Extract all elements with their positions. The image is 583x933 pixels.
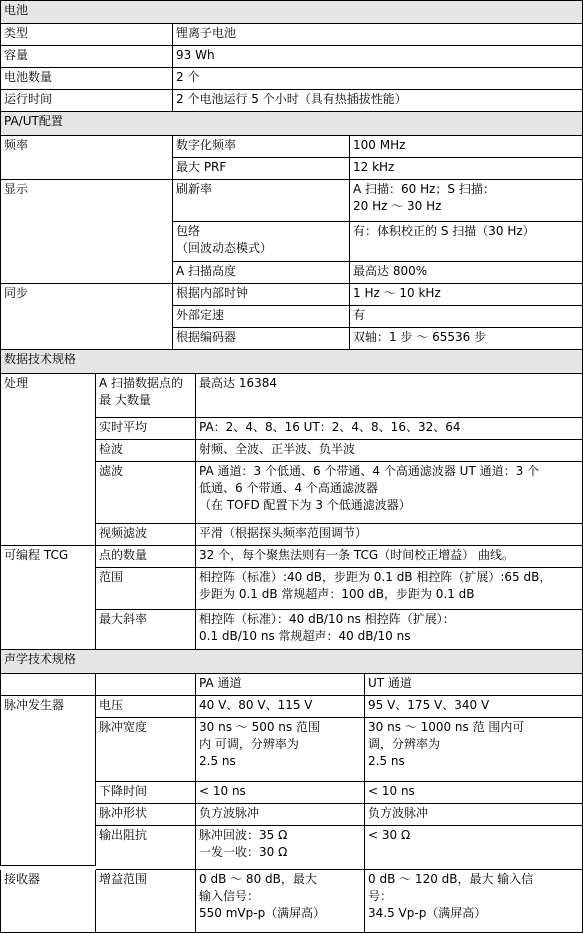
digit-value: 100 MHz [350, 136, 583, 158]
range-label: 范围 [96, 568, 196, 610]
width-pa: 30 ns ～ 500 ns 范围 内 可调，分辨率为 2.5 ns [196, 718, 365, 782]
acoustic-corner2 [96, 674, 196, 696]
width-ut: 30 ns ～ 1000 ns 范 围内可 调，分辨率为 2.5 ns [365, 718, 583, 782]
fall-pa: < 10 ns [196, 782, 365, 804]
shape-pa: 负方波脉冲 [196, 804, 365, 826]
width-label: 脉冲宽度 [96, 718, 196, 782]
max-points-label: A 扫描数据点的 最 大数量 [96, 374, 196, 418]
ascan-height-value: 最高达 800% [350, 262, 583, 284]
refresh-value: A 扫描：60 Hz；S 扫描： 20 Hz ～ 30 Hz [350, 180, 583, 222]
ut-header: UT 通道 [365, 674, 583, 696]
pulser-label: 脉冲发生器 [0, 696, 96, 866]
points-value: 32 个，每个聚焦法则有一条 TCG（时间校正增益） 曲线。 [196, 546, 583, 568]
realtime-avg-value: PA：2、4、8、16 UT：2、4、8、16、32、64 [196, 418, 583, 440]
voltage-label: 电压 [96, 696, 196, 718]
gain-label: 增益范围 [96, 870, 196, 933]
runtime-value: 2 个电池运行 5 个小时（具有热插拔性能） [173, 90, 583, 112]
gain-pa: 0 dB ～ 80 dB，最大 输入信号： 550 mVp-p（满屏高） [196, 870, 365, 933]
slope-value: 相控阵（标准）：40 dB/10 ns 相控阵（扩展）： 0.1 dB/10 ns 常规超声：40 dB/10 ns [196, 610, 583, 650]
count-value: 2 个 [173, 68, 583, 90]
filter-label: 滤波 [96, 462, 196, 524]
acoustic-heading: 声学技术规格 [0, 650, 583, 674]
tcg-label: 可编程 TCG [0, 546, 96, 650]
detection-label: 检波 [96, 440, 196, 462]
refresh-label: 刷新率 [173, 180, 350, 222]
encoder-value: 双轴：1 步 ～ 65536 步 [350, 328, 583, 350]
fall-ut: < 10 ns [365, 782, 583, 804]
impedance-ut: < 30 Ω [365, 826, 583, 870]
ascan-height-label: A 扫描高度 [173, 262, 350, 284]
pa-header: PA 通道 [196, 674, 365, 696]
pa-ut-heading: PA/UT配置 [0, 112, 583, 136]
gain-ut: 0 dB ～ 120 dB，最大 输入信 号： 34.5 Vp-p（满屏高） [365, 870, 583, 933]
impedance-pa: 脉冲回波：35 Ω 一发一收：30 Ω [196, 826, 365, 870]
realtime-avg-label: 实时平均 [96, 418, 196, 440]
envelope-value: 有：体积校正的 S 扫描（30 Hz） [350, 222, 583, 262]
internal-clock-value: 1 Hz ～ 10 kHz [350, 284, 583, 306]
type-label: 类型 [0, 24, 173, 46]
freq-label: 频率 [0, 136, 173, 180]
external-value: 有 [350, 306, 583, 328]
display-label: 显示 [0, 180, 173, 284]
detection-value: 射频、全波、正半波、负半波 [196, 440, 583, 462]
battery-heading: 电池 [0, 0, 583, 24]
encoder-label: 根据编码器 [173, 328, 350, 350]
fall-label: 下降时间 [96, 782, 196, 804]
impedance-label: 输出阻抗 [96, 826, 196, 870]
slope-label: 最大斜率 [96, 610, 196, 650]
sync-label: 同步 [0, 284, 173, 350]
count-label: 电池数量 [0, 68, 173, 90]
capacity-label: 容量 [0, 46, 173, 68]
digit-label: 数字化频率 [173, 136, 350, 158]
acoustic-corner [0, 674, 96, 696]
runtime-label: 运行时间 [0, 90, 173, 112]
external-label: 外部定速 [173, 306, 350, 328]
internal-clock-label: 根据内部时钟 [173, 284, 350, 306]
data-heading: 数据技术规格 [0, 350, 583, 374]
processing-label: 处理 [0, 374, 96, 546]
voltage-pa: 40 V、80 V、115 V [196, 696, 365, 718]
video-filter-value: 平滑（根据探头频率范围调节） [196, 524, 583, 546]
receiver-label: 接收器 [0, 870, 96, 933]
shape-ut: 负方波脉冲 [365, 804, 583, 826]
points-label: 点的数量 [96, 546, 196, 568]
envelope-label: 包络 （回波动态模式） [173, 222, 350, 262]
range-value: 相控阵（标准）:40 dB，步距为 0.1 dB 相控阵（扩展）:65 dB， 步距为 0.1 dB 常规超声：100 dB，步距为 0.1 dB [196, 568, 583, 610]
video-filter-label: 视频滤波 [96, 524, 196, 546]
voltage-ut: 95 V、175 V、340 V [365, 696, 583, 718]
type-value: 锂离子电池 [173, 24, 583, 46]
filter-value: PA 通道：3 个低通、6 个带通、4 个高通滤波器 UT 通道：3 个 低通、6 个带通、4 个高通滤波器 （在 TOFD 配置下为 3 个低通滤波器） [196, 462, 583, 524]
prf-value: 12 kHz [350, 158, 583, 180]
shape-label: 脉冲形状 [96, 804, 196, 826]
prf-label: 最大 PRF [173, 158, 350, 180]
capacity-value: 93 Wh [173, 46, 583, 68]
max-points-value: 最高达 16384 [196, 374, 583, 418]
